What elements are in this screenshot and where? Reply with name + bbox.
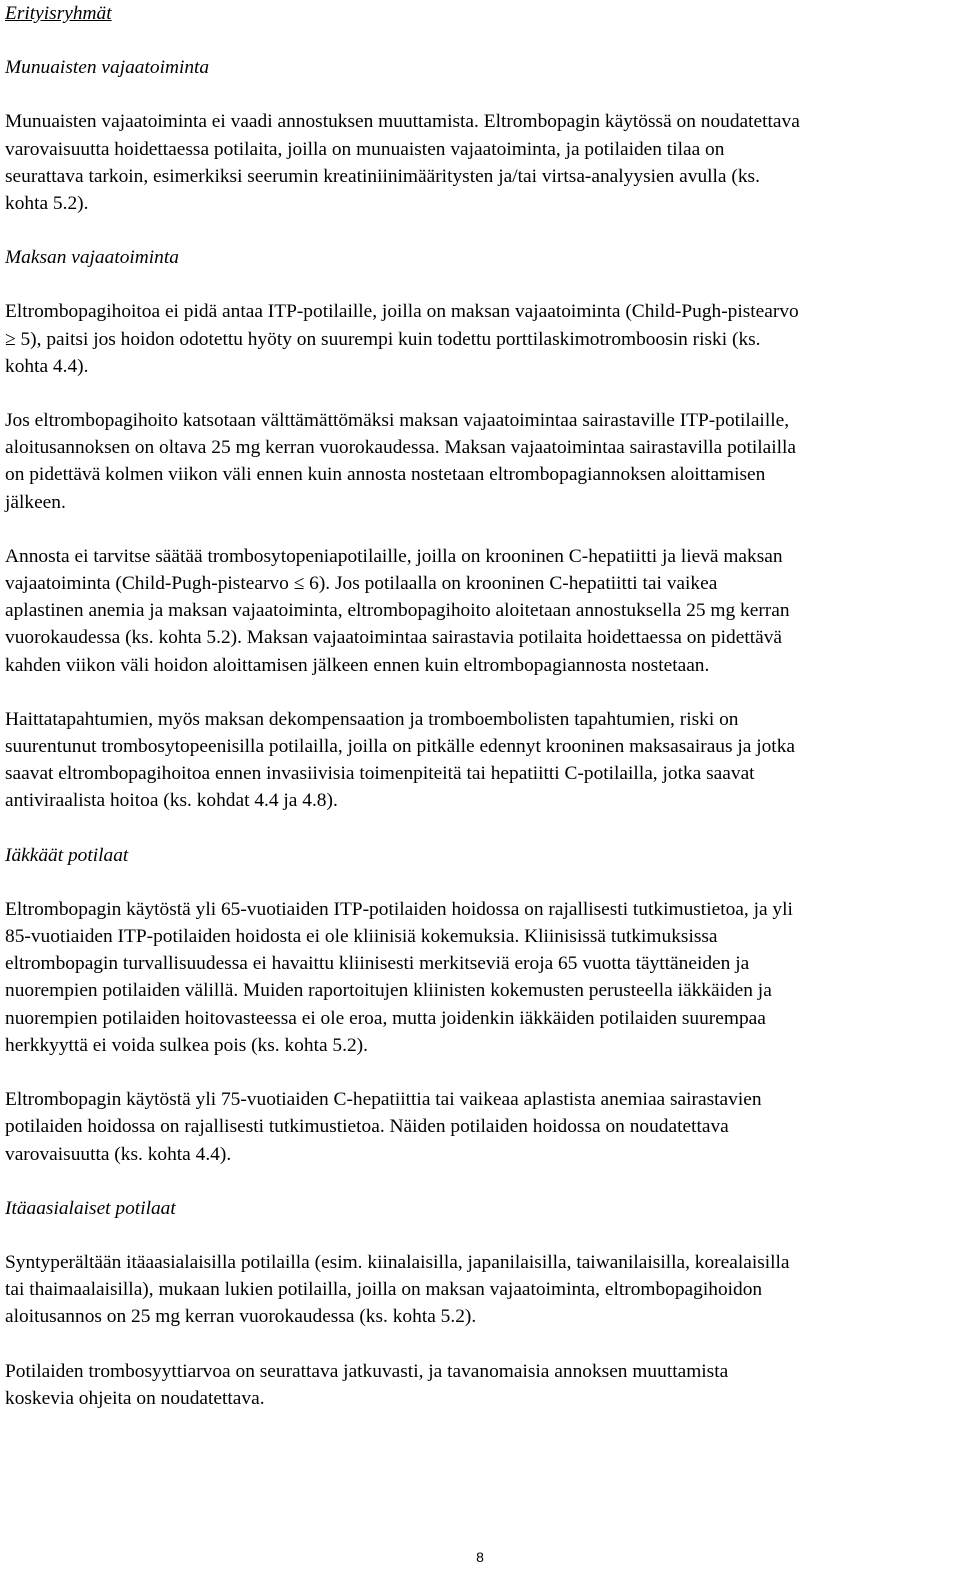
elderly-heading: Iäkkäät potilaat bbox=[5, 844, 129, 866]
page-number: 8 bbox=[476, 1549, 484, 1565]
hepatic-paragraph-4: Haittatapahtumien, myös maksan dekompensaation ja tromboembolisten tapahtumien, riski on suurentunut trombosytopeenisilla potilailla, joilla on pitkälle edennyt krooninen maksasairaus ja jotka saavat eltrombopagihoitoa ennen invasiivisia toimenpiteitä tai hepatiitti C-potilailla, jotka saavat antiviraalista hoitoa (ks. kohdat 4.4 ja 4.8). bbox=[5, 708, 795, 812]
hepatic-paragraph-1: Eltrombopagihoitoa ei pidä antaa ITP-potilaille, joilla on maksan vajaatoiminta (Child-Pugh-pistearvo ≥ 5), paitsi jos hoidon odotettu hyöty on suurempi kuin todettu porttilaskimotromboosin riski (ks. kohta 4.4). bbox=[5, 301, 799, 377]
renal-paragraph-1: Munuaisten vajaatoiminta ei vaadi annostuksen muuttamista. Eltrombopagin käytössä on noudatettava varovaisuutta hoidettaessa potilaita, joilla on munuaisten vajaatoiminta, ja potilaiden tilaa on seurattava tarkoin, esimerkiksi seerumin kreatiniinimääritysten ja/tai virtsa-analyysien avulla (ks. kohta 5.2). bbox=[5, 111, 800, 215]
document-page bbox=[5, 0, 953, 1412]
east-asian-paragraph-1: Syntyperältään itäaasialaisilla potilailla (esim. kiinalaisilla, japanilaisilla, taiwanilaisilla, korealaisilla tai thaimaalaisilla), mukaan lukien potilailla, joilla on maksan vajaatoiminta, eltrombopagihoidon aloitusannos on 25 mg kerran vuorokaudessa (ks. kohta 5.2). bbox=[5, 1251, 790, 1328]
section-title: Erityisryhmät bbox=[5, 3, 112, 24]
renal-heading: Munuaisten vajaatoiminta bbox=[5, 57, 210, 79]
elderly-paragraph-2: Eltrombopagin käytöstä yli 75-vuotiaiden C-hepatiittia tai vaikeaa aplastista anemiaa sairastavien potilaiden hoidossa on rajallisesti tutkimustietoa. Näiden potilaiden hoidossa on noudatettava varovaisuutta (ks. kohta 4.4). bbox=[5, 1089, 762, 1165]
hepatic-heading: Maksan vajaatoiminta bbox=[5, 247, 179, 269]
east-asian-paragraph-2: Potilaiden trombosyyttiarvoa on seurattava jatkuvasti, ja tavanomaisia annoksen muuttamista koskevia ohjeita on noudatettava. bbox=[5, 1360, 729, 1409]
east-asian-heading: Itäaasialaiset potilaat bbox=[5, 1197, 176, 1219]
hepatic-paragraph-3: Annosta ei tarvitse säätää trombosytopeniapotilaille, joilla on krooninen C-hepatiitti ja lievä maksan vajaatoiminta (Child-Pugh-pistearvo ≤ 6). Jos potilaalla on krooninen C-hepatiitti tai vaikea aplastinen anemia ja maksan vajaatoiminta, eltrombopagihoito aloitetaan annostuksella 25 mg kerran vuorokaudessa (ks. kohta 5.2). Maksan vajaatoimintaa sairastavia potilaita hoidettaessa on pidettävä kahden viikon väli hoidon aloittamisen jälkeen ennen kuin eltrombopagiannosta nostetaan. bbox=[5, 545, 790, 676]
elderly-paragraph-1: Eltrombopagin käytöstä yli 65-vuotiaiden ITP-potilaiden hoidossa on rajallisesti tutkimustietoa, ja yli 85-vuotiaiden ITP-potilaiden hoidosta ei ole kliinisiä kokemuksia. Kliinisissä tutkimuksissa eltrombopagin turvallisuudessa ei havaittu kliinisesti merkitseviä eroja 65 vuotta täyttäneiden ja nuorempien potilaiden välillä. Muiden raportoitujen kliinisten kokemusten perusteella iäkkäiden ja nuorempien potilaiden hoitovasteessa ei ole eroa, mutta joidenkin iäkkäiden potilaiden suurempaa herkkyyttä ei voida sulkea pois (ks. kohta 5.2). bbox=[5, 898, 793, 1056]
hepatic-paragraph-2: Jos eltrombopagihoito katsotaan välttämättömäksi maksan vajaatoimintaa sairastaville ITP-potilaille, aloitusannoksen on oltava 25 mg kerran vuorokaudessa. Maksan vajaatoimintaa sairastavilla potilailla on pidettävä kolmen viikon väli ennen kuin annosta nostetaan eltrombopagiannoksen aloittamisen jälkeen. bbox=[5, 410, 797, 513]
